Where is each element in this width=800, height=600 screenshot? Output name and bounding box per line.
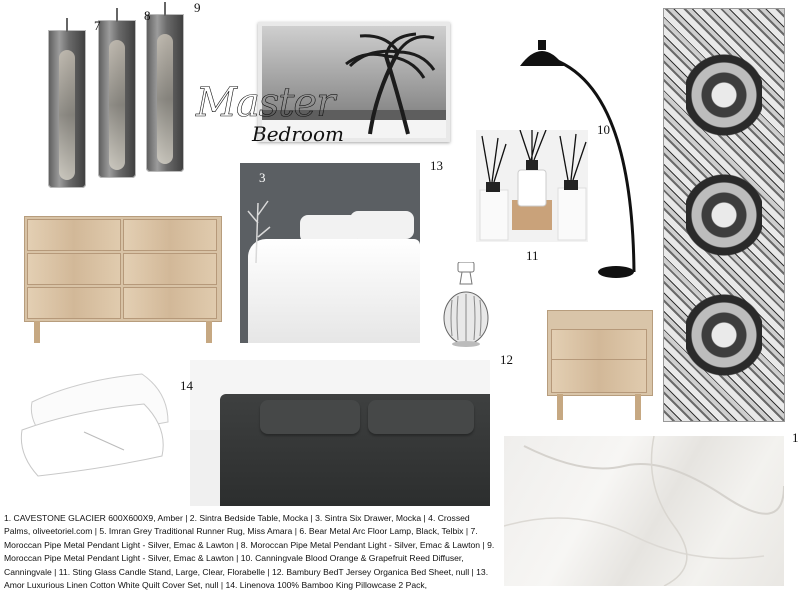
item-number-3: 3: [259, 170, 266, 185]
marble-tile-sample: [504, 436, 784, 586]
pendant-light-7: [48, 30, 86, 188]
branch-vase-graphic: [242, 193, 282, 263]
glass-candle-stand: [440, 262, 492, 348]
item-number-8: 8: [144, 8, 151, 23]
item-number-13: 13: [430, 158, 443, 173]
pendant-light-8: [98, 20, 136, 178]
dresser-leg: [206, 321, 212, 343]
item-number-1: 1: [792, 430, 799, 445]
item-caption: 1. CAVESTONE GLACIER 600X600X9, Amber | 2. Sintra Bedside Table, Mocka | 3. Sintra Six Drawer, Mocka | 4. Crossed Palms, oliveetoriel.com | 5. Imran Grey Traditional Runner Rug, Miss Amara | 6. Bear Metal Arc Floor Lamp, Black, Telbix | 7. Moroccan Pipe Metal Pendant Light - Silver, Emac & Lawton | 8. Moroccan Pipe Metal Pendant Light - Silver, Emac & Lawton | 9. Moroccan Pipe Metal Pendant Light - Silver, Emac & Lawton | 10. Canningvale Blood Orange & Grapefruit Reed Diffuser, Canningvale | 11. Sting Glass Candle Stand, Large, Clear, Florabelle | 12. Bambury BedT Jersey Organica Bed Sheet, null | 13. Amor Luxurious Linen Cotton White Quilt Cover Set, null | 14. Linenova 100% Bamboo King Pillowcase 2 Pack,: [4, 513, 495, 591]
bedside-leg: [635, 394, 641, 420]
bedside-leg: [557, 394, 563, 420]
pillowcase-graphic: [18, 372, 178, 482]
item-number-12: 12: [500, 352, 513, 367]
item-number-11: 11: [526, 248, 539, 263]
candle-stand-graphic: [440, 262, 492, 348]
reed-diffuser-photo: [476, 130, 588, 242]
item-number-7: 7: [94, 18, 101, 33]
board-title: Master: [196, 80, 335, 126]
jersey-bed-sheet-photo: [190, 360, 490, 506]
dresser-leg: [34, 321, 40, 343]
board-subtitle: Bedroom: [252, 122, 344, 146]
item-number-9: 9: [194, 0, 201, 15]
item-number-10: 10: [597, 122, 610, 137]
marble-veins-graphic: [504, 436, 784, 586]
reed-diffuser-graphic: [476, 130, 588, 242]
item-number-14: 14: [180, 378, 193, 393]
runner-rug: [663, 8, 785, 422]
bedside-table: [547, 310, 653, 396]
bamboo-pillowcases: [18, 372, 178, 482]
pendant-light-9: [146, 14, 184, 172]
six-drawer-dresser: [24, 216, 222, 322]
quilt-cover-photo: [240, 163, 420, 343]
